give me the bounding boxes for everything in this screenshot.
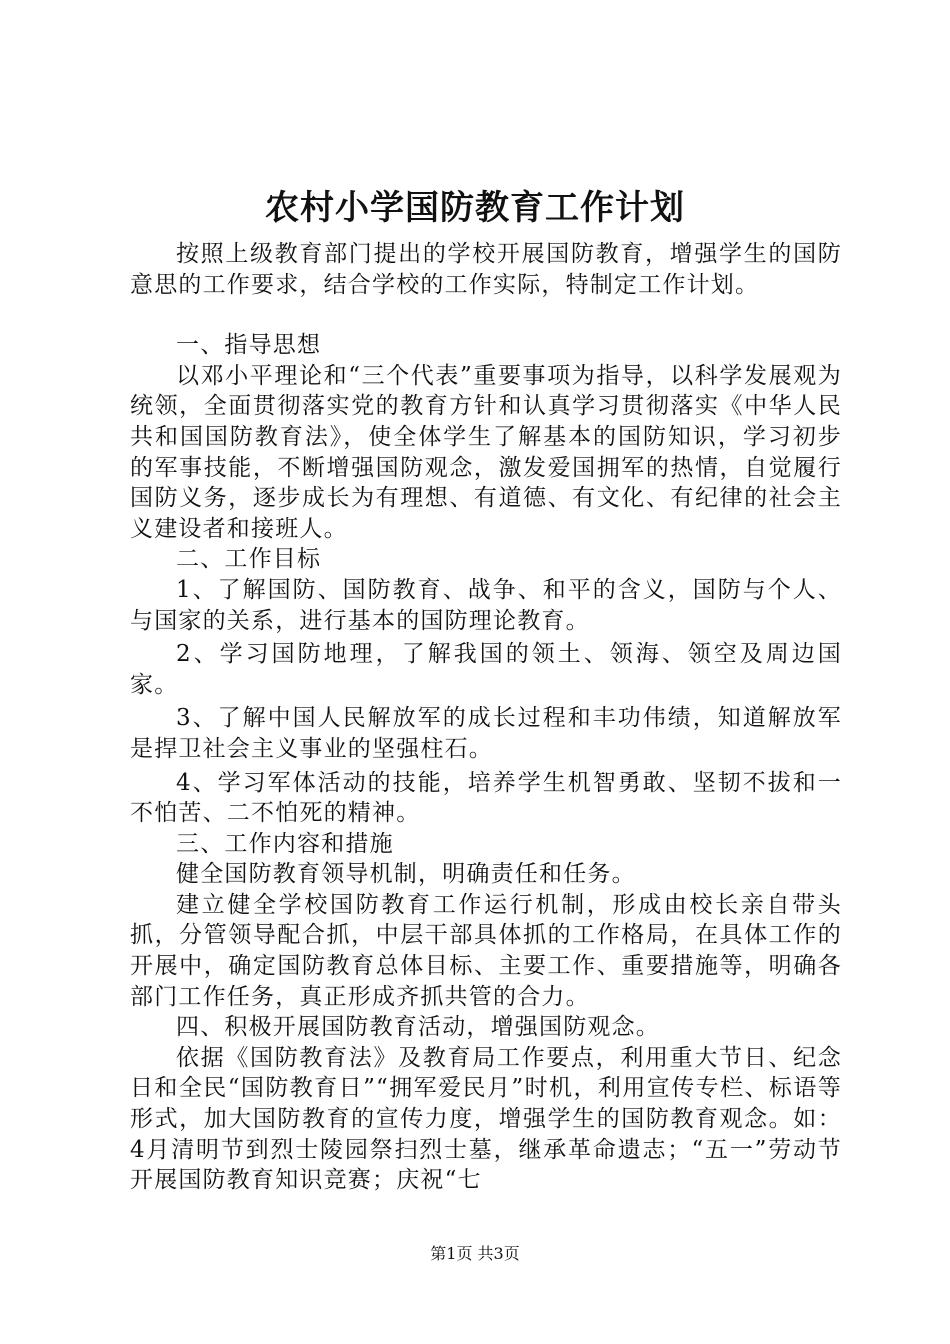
page-footer: 第1页 共3页 <box>430 1244 520 1263</box>
section-heading-activities: 四、积极开展国防教育活动，增强国防观念。 <box>176 1014 660 1041</box>
goal-item-4: 4、学习军体活动的技能，培养学生机智勇敢、坚韧不拔和一不怕苦、二不怕死的精神。 <box>130 769 842 827</box>
document-body <box>130 239 842 1196</box>
body-paragraph: 依据《国防教育法》及教育局工作要点，利用重大节日、纪念日和全民“国防教育日”“拥军爱民月”时机，利用宣传专栏、标语等形式，加大国防教育的宣传力度，增强学生的国防教育观念。如：4月清明节到烈士陵园祭扫烈士墓，继承革命遗志；“五一”劳动节开展国防教育知识竞赛；庆祝“七 <box>130 1044 842 1194</box>
body-paragraph: 以邓小平理论和“三个代表”重要事项为指导，以科学发展观为统领，全面贯彻落实党的教育方针和认真学习贯彻落实《中华人民共和国国防教育法》，使全体学生了解基本的国防知识，学习初步的军事技能，不断增强国防观念，激发爱国拥军的热情，自觉履行国防义务，逐步成长为有理想、有道德、有文化、有纪律的社会主义建设者和接班人。 <box>130 362 842 542</box>
section-heading-guiding-ideology: 一、指导思想 <box>176 332 322 359</box>
section-heading-content-measures: 三、工作内容和措施 <box>176 830 394 857</box>
section-heading-work-goals: 二、工作目标 <box>176 546 322 573</box>
goal-item-1: 1、了解国防、国防教育、战争、和平的含义，国防与个人、与国家的关系，进行基本的国防理论教育。 <box>130 576 842 634</box>
intro-paragraph: 按照上级教育部门提出的学校开展国防教育，增强学生的国防意思的工作要求，结合学校的工作实际，特制定工作计划。 <box>130 241 842 298</box>
goal-item-3: 3、了解中国人民解放军的成长过程和丰功伟绩，知道解放军是捍卫社会主义事业的坚强柱石。 <box>130 705 842 762</box>
body-paragraph: 建立健全学校国防教育工作运行机制，形成由校长亲自带头抓，分管领导配合抓，中层干部具体抓的工作格局，在具体工作的开展中，确定国防教育总体目标、主要工作、重要措施等，明确各部门工作任务，真正形成齐抓共管的合力。 <box>130 891 842 1010</box>
document-title: 农村小学国防教育工作计划 <box>265 188 685 228</box>
body-paragraph: 健全国防教育领导机制，明确责任和任务。 <box>176 861 636 888</box>
goal-item-2: 2、学习国防地理，了解我国的领土、领海、领空及周边国家。 <box>130 641 842 698</box>
